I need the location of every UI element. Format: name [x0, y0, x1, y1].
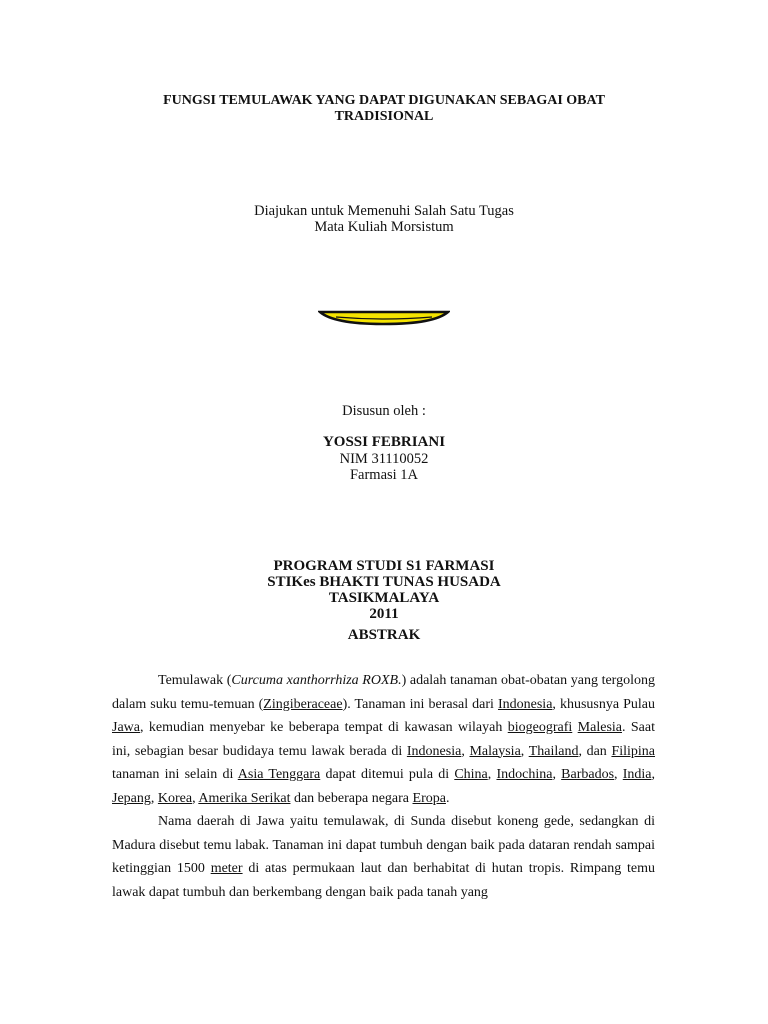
text-run: ,	[614, 767, 623, 782]
text-run: . Saat ini, sebagian besar budidaya temu lawak berada di	[112, 720, 656, 759]
scientific-name: Curcuma xanthorrhiza ROXB.	[231, 673, 402, 688]
text-run: ,	[461, 743, 470, 759]
link-malaysia[interactable]: Malaysia	[469, 743, 521, 759]
submission-line-1: Diajukan untuk Memenuhi Salah Satu Tugas	[254, 203, 514, 219]
link-indonesia[interactable]: Indonesia	[497, 696, 553, 712]
link-jawa[interactable]: Jawa	[112, 720, 140, 735]
submission-note	[0, 203, 768, 235]
link-thailand[interactable]: Thailand	[528, 743, 579, 759]
title-line-2: TRADISIONAL	[334, 109, 434, 124]
text-run: dan beberapa negara	[290, 790, 413, 806]
text-run: , kemudian menyebar ke beberapa tempat di kawasan wilayah	[140, 720, 508, 735]
text-run: ,	[150, 790, 158, 806]
link-indonesia[interactable]: Indonesia	[406, 743, 462, 759]
text-run: ). Tanaman ini berasal dari	[342, 696, 498, 712]
text-run: ) adalah tanaman obat-obatan yang tergolong dalam suku temu-temuan (	[112, 673, 655, 712]
text-run: , dan	[578, 743, 612, 759]
text-run: ,	[192, 790, 199, 806]
abstract-heading: ABSTRAK	[347, 627, 421, 643]
text-run: dapat ditemui pula di	[320, 767, 455, 782]
text-run: di atas permukaan laut dan berhabitat di hutan tropis. Rimpang temu lawak dapat tumbuh dan berkembang dengan baik pada tanah yang	[112, 861, 655, 900]
document-title	[0, 93, 768, 125]
text-run: ,	[520, 743, 529, 759]
title-line-1: FUNGSI TEMULAWAK YANG DAPAT DIGUNAKAN SEBAGAI OBAT	[163, 93, 605, 108]
link-china[interactable]: China	[454, 767, 488, 782]
link-biogeografi[interactable]: biogeografi	[507, 720, 573, 735]
city-name: TASIKMALAYA	[328, 590, 440, 606]
link-indochina[interactable]: Indochina	[496, 767, 553, 782]
link-jepang[interactable]: Jepang	[112, 790, 151, 806]
class-name: Farmasi 1A	[349, 467, 419, 483]
abstract-paragraph-1	[112, 669, 655, 810]
link-barbados[interactable]: Barbados	[561, 767, 615, 782]
text-run: Nama daerah di Jawa yaitu temulawak, di Sunda disebut koneng gede, sedangkan di Madura disebut temu labak. Tanaman ini dapat tumbuh dengan baik pada dataran rendah sampai ketinggian 1500	[112, 814, 655, 876]
student-id: NIM 31110052	[339, 451, 429, 467]
byline-label: Disusun oleh :	[342, 403, 426, 419]
text-run: tanaman ini selain di	[112, 767, 238, 782]
link-amerika-serikat[interactable]: Amerika Serikat	[198, 790, 291, 806]
school-name: STIKes BHAKTI TUNAS HUSADA	[267, 574, 501, 590]
link-eropa[interactable]: Eropa	[412, 790, 446, 806]
year: 2011	[369, 606, 399, 622]
abstract-paragraph-2	[112, 810, 655, 904]
divider-shape	[320, 312, 448, 324]
text-run: Temulawak (	[158, 673, 232, 688]
link-zingiberaceae[interactable]: Zingiberaceae	[263, 696, 343, 712]
text-run: ,	[651, 767, 656, 782]
submission-line-2: Mata Kuliah Morsistum	[314, 219, 454, 235]
abstract-body	[112, 669, 655, 904]
text-run: , khususnya Pulau	[552, 696, 655, 712]
link-malesia[interactable]: Malesia	[577, 720, 622, 735]
author-name: YOSSI FEBRIANI	[322, 434, 446, 450]
program-name: PROGRAM STUDI S1 FARMASI	[273, 558, 495, 574]
link-korea[interactable]: Korea	[157, 790, 193, 806]
text-run: ,	[552, 767, 562, 782]
link-india[interactable]: India	[622, 767, 652, 782]
institution-block	[0, 558, 768, 622]
decorative-divider-icon	[318, 300, 450, 328]
text-run: ,	[487, 767, 497, 782]
link-asia-tenggara[interactable]: Asia Tenggara	[237, 767, 321, 782]
link-meter[interactable]: meter	[210, 861, 243, 876]
text-run: .	[445, 790, 450, 806]
link-filipina[interactable]: Filipina	[611, 743, 656, 759]
